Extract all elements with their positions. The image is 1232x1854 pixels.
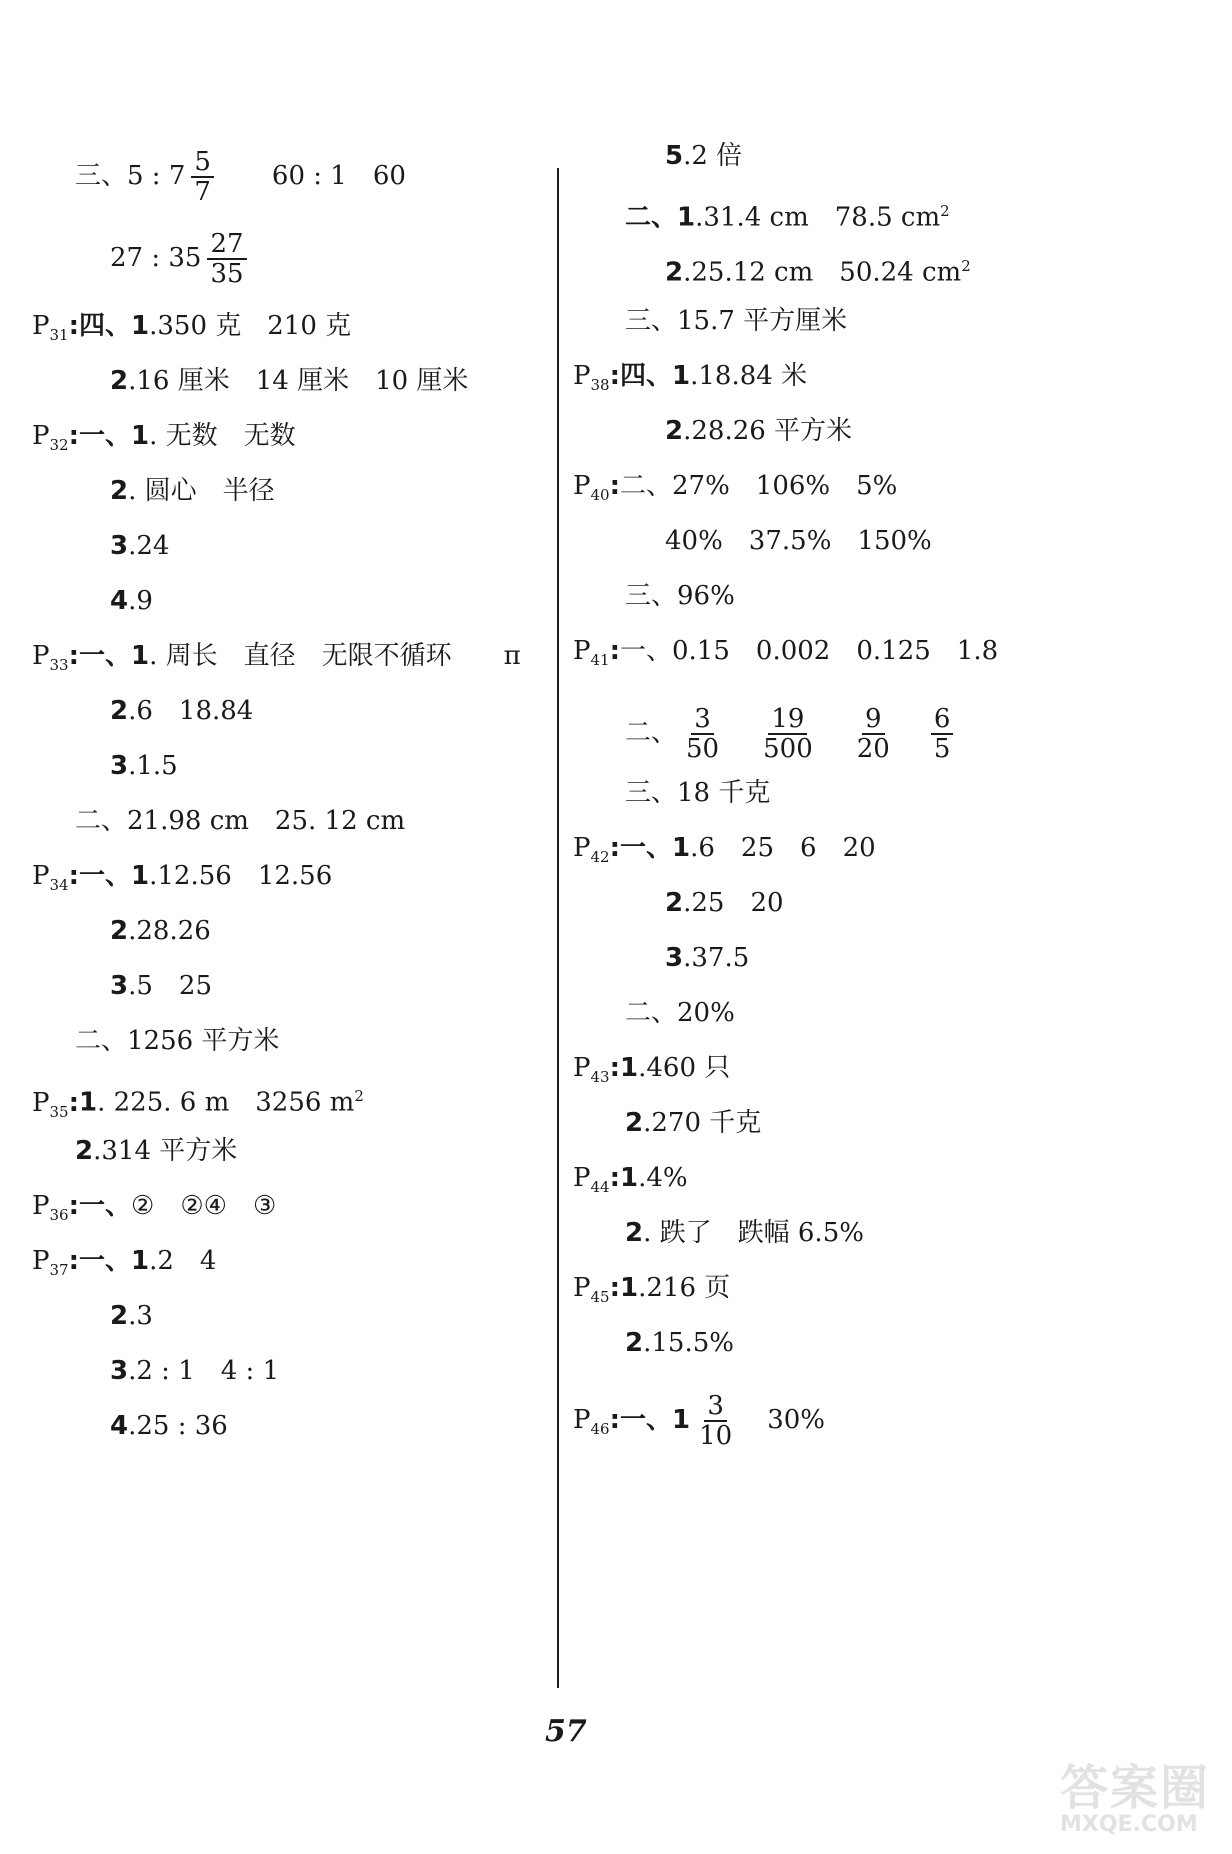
page-ref: $P_{43}$:	[573, 1053, 620, 1086]
page-ref: $P_{45}$:	[573, 1273, 620, 1306]
answer-line: $P_{44}:1.4\%$	[573, 1162, 688, 1203]
answer-line: 二、1256 平方米	[75, 1026, 280, 1056]
answer-line: $P_{43}:1.460$ 只	[573, 1052, 730, 1093]
answer-line: 4.9	[110, 586, 153, 616]
answer-line: 3.1.5	[110, 751, 178, 781]
page-ref: $P_{31}$:	[32, 311, 79, 344]
page-ref: $P_{32}$:	[32, 421, 79, 454]
page-ref: $P_{33}$:	[32, 641, 79, 674]
fraction: $\frac{27}{35}$	[207, 230, 246, 288]
answer-line: $P_{33}$:一、1. 周长 直径 无限不循环 π	[32, 640, 521, 681]
page-ref: $P_{35}$:	[32, 1087, 79, 1121]
answer-line: $P_{46}$:一、1 $\frac{3}{10}$ 30%	[573, 1391, 825, 1451]
watermark-url: MXQE.COM	[1060, 1812, 1198, 1837]
column-divider	[557, 168, 559, 1688]
answer-line: $P_{41}$:一、0.15 0.002 0.125 1.8	[573, 635, 998, 676]
answer-line: 5.2 倍	[665, 141, 743, 171]
answer-line: 二、 $\frac{3}{50}$ $\frac{19}{500}$ $\frac{9}{20}$ $\frac{6}{5}$	[625, 705, 959, 763]
answer-line: 40% 37.5% 150%	[665, 526, 932, 556]
page-ref: $P_{41}$:	[573, 636, 620, 669]
fraction: $\frac{19}{500}$	[763, 704, 813, 764]
answer-line	[75, 148, 406, 206]
page-ref: $P_{34}$:	[32, 861, 79, 894]
answer-line: 二、20%	[625, 998, 735, 1028]
answer-text: 27 : 35	[110, 243, 202, 273]
fraction: $\frac{9}{20}$	[856, 704, 890, 764]
answer-line: $P_{34}$:一、1.12.56 12.56	[32, 860, 332, 901]
answer-line: 3.24	[110, 531, 170, 561]
answer-line: $P_{32}$:一、1. 无数 无数	[32, 420, 296, 461]
answer-line: $P_{45}:1.216$ 页	[573, 1272, 730, 1313]
page-ref: $P_{38}$:	[573, 361, 620, 394]
page-ref: $P_{36}$:	[32, 1191, 79, 1224]
answer-line: 3.5 25	[110, 971, 212, 1001]
answer-line: 3.2 : 1 4 : 1	[110, 1356, 280, 1386]
answer-line: 三、18 千克	[625, 778, 771, 808]
answer-line: 4.25 : 36	[110, 1411, 228, 1441]
answer-text: 三、5 : 7	[75, 161, 186, 191]
page-ref: $P_{40}$:	[573, 471, 620, 504]
fraction: $\frac{3}{10}$	[699, 1391, 733, 1451]
answer-line: 2.25.12 cm 50.24 $cm^2$	[665, 257, 971, 288]
answer-line: $P_{38}$:四、1.18.84 米	[573, 360, 807, 401]
page-ref: $P_{42}$:	[573, 833, 620, 866]
answer-line: 三、96%	[625, 581, 735, 611]
answer-line: 2.25 20	[665, 888, 784, 918]
answer-line: 2.28.26 平方米	[665, 416, 853, 446]
answer-line: 2.270 千克	[625, 1108, 762, 1138]
watermark-logo	[1060, 1762, 1220, 1842]
answer-line: 3.37.5	[665, 943, 750, 973]
answer-line: $P_{35}:1$. 225. 6 m 3256 $m^2$	[32, 1080, 364, 1128]
answer-line: 2.16 厘米 14 厘米 10 厘米	[110, 366, 469, 396]
answer-line: 2.3	[110, 1301, 153, 1331]
answer-line: 2.15.5%	[625, 1328, 734, 1358]
page-ref: $P_{44}$:	[573, 1163, 620, 1196]
answer-line: 2.314 平方米	[75, 1136, 238, 1166]
fraction: $\frac{3}{50}$	[686, 704, 720, 764]
answer-line	[110, 230, 253, 288]
fraction: $\frac{6}{5}$	[931, 705, 954, 763]
page-number: 57	[545, 1714, 587, 1749]
answer-line: 2.28.26	[110, 916, 211, 946]
answer-line: $P_{40}$:二、27% 106% 5%	[573, 470, 897, 511]
page-ref: $P_{37}$:	[32, 1246, 79, 1279]
answer-text: 60 : 1	[271, 161, 347, 191]
fraction: $\frac{5}{7}$	[191, 148, 214, 206]
answer-line: 2. 跌了 跌幅 6.5%	[625, 1218, 864, 1248]
answer-line: $P_{37}$:一、1.2 4	[32, 1245, 216, 1286]
answer-line: 2.6 18.84	[110, 696, 254, 726]
answer-line: 二、1.31.4 cm 78.5 $cm^2$	[625, 202, 950, 233]
page-ref: $P_{46}$:	[573, 1405, 620, 1438]
answer-text: 60	[372, 161, 406, 191]
answer-line: $P_{42}$:一、1.6 25 6 20	[573, 832, 876, 873]
answer-line: 三、15.7 平方厘米	[625, 306, 848, 336]
answer-line: 2. 圆心 半径	[110, 476, 275, 506]
answer-line: 二、21.98 cm 25. 12 cm	[75, 806, 406, 836]
answer-line: $P_{36}$:一、② ②④ ③	[32, 1190, 276, 1231]
watermark-text: 答案圈	[1060, 1760, 1211, 1816]
answer-line: $P_{31}$:四、1.350 克 210 克	[32, 310, 351, 351]
